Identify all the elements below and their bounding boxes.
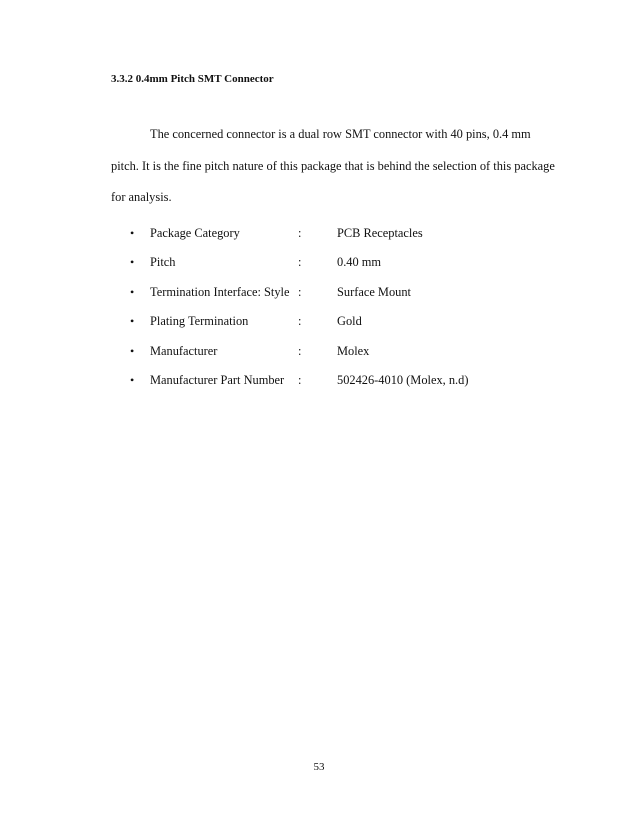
spec-item-termination-interface bbox=[0, 285, 638, 301]
bullet-icon: • bbox=[130, 314, 135, 328]
spec-separator: : bbox=[298, 226, 302, 240]
bullet-icon: • bbox=[130, 226, 135, 240]
spec-value: Molex bbox=[337, 344, 370, 358]
spec-label: Package Category bbox=[150, 226, 240, 240]
spec-separator: : bbox=[298, 285, 302, 299]
bullet-icon: • bbox=[130, 285, 135, 299]
spec-label: Manufacturer bbox=[150, 344, 218, 358]
spec-item-plating-termination bbox=[0, 314, 638, 330]
spec-separator: : bbox=[298, 255, 302, 269]
spec-value: Surface Mount bbox=[337, 285, 411, 299]
page-number: 53 bbox=[313, 761, 325, 773]
spec-value: 0.40 mm bbox=[337, 255, 382, 269]
spec-label: Termination Interface: Style bbox=[150, 285, 290, 299]
paragraph-line-3: for analysis. bbox=[111, 190, 172, 204]
spec-item-manufacturer bbox=[0, 344, 638, 360]
bullet-icon: • bbox=[130, 373, 135, 387]
spec-item-package-category bbox=[0, 226, 638, 242]
spec-separator: : bbox=[298, 344, 302, 358]
bullet-icon: • bbox=[130, 344, 135, 358]
spec-item-pitch bbox=[0, 255, 638, 271]
spec-item-manufacturer-part-number bbox=[0, 373, 638, 389]
spec-value: Gold bbox=[337, 314, 362, 328]
section-heading: 3.3.2 0.4mm Pitch SMT Connector bbox=[111, 73, 274, 85]
paragraph-line-2: pitch. It is the fine pitch nature of this package that is behind the selection of this package bbox=[111, 159, 555, 173]
spec-label: Manufacturer Part Number bbox=[150, 373, 285, 387]
spec-label: Plating Termination bbox=[150, 314, 249, 328]
spec-separator: : bbox=[298, 373, 302, 387]
spec-value: PCB Receptacles bbox=[337, 226, 423, 240]
spec-label: Pitch bbox=[150, 255, 176, 269]
paragraph-line-1: The concerned connector is a dual row SMT connector with 40 pins, 0.4 mm bbox=[150, 127, 531, 141]
spec-value: 502426-4010 (Molex, n.d) bbox=[337, 373, 469, 387]
bullet-icon: • bbox=[130, 255, 135, 269]
spec-separator: : bbox=[298, 314, 302, 328]
